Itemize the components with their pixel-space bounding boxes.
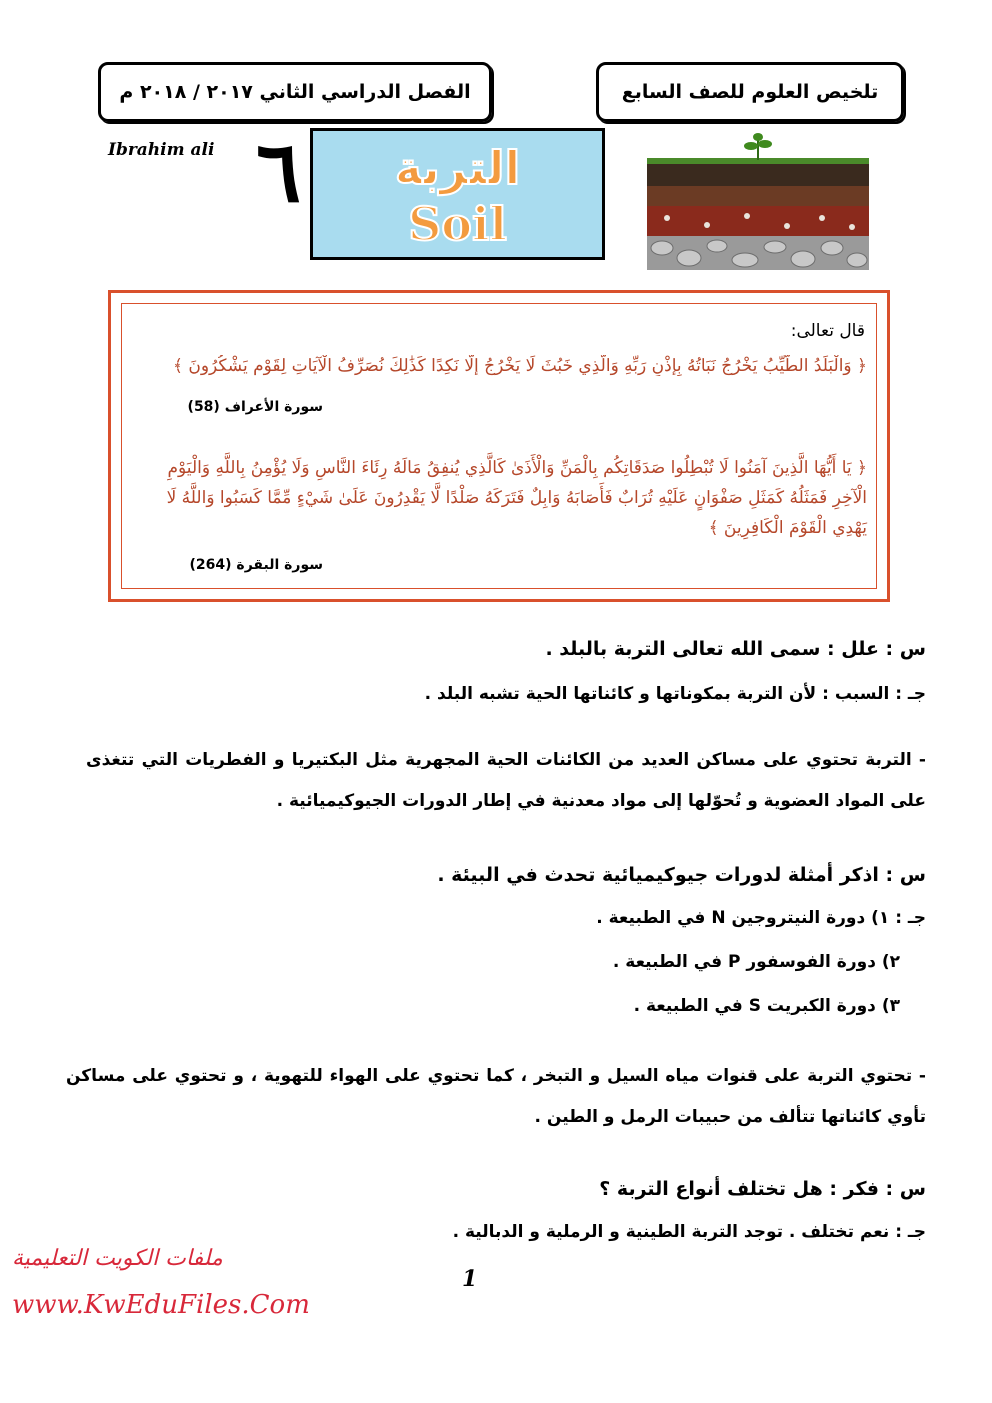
subject-box [596,62,904,122]
author-name: Ibrahim ali [108,140,215,160]
footer-site-url[interactable]: www.KwEduFiles.Com [12,1290,310,1320]
paragraph-soil-channels: - تحتوي التربة على قنوات مياه السيل و التبخر ، كما تحتوي على الهواء للتهوية ، و تحتوي على مساكن تأوي كائناتها تتألف من حبيبات الرمل و الطين . [66,1066,926,1127]
answer-3: جـ : نعم تختلف . توجد التربة الطينية و الرملية و الدبالية . [452,1222,926,1242]
question-3: س : فكر : هل تختلف أنواع التربة ؟ [599,1178,926,1200]
answer-2-item-2: ٢) دورة الفوسفور P في الطبيعة . [612,952,900,972]
soil-layers-image [647,130,869,270]
page-number: 1 [462,1266,478,1292]
question-1: س : علل : سمى الله تعالى التربة بالبلد . [545,638,926,660]
title-arabic: التربة [394,141,521,195]
question-2: س : اذكر أمثلة لدورات جيوكيميائية تحدث في البيئة . [437,864,926,886]
verse-baqara: ﴿ يَا أَيُّهَا الَّذِينَ آمَنُوا لَا تُبْطِلُوا صَدَقَاتِكُم بِالْمَنِّ وَالْأَذَىٰ كَالَّذِي يُنفِقُ مَالَهُ رِئَاءَ النَّاسِ وَلَا يُؤْمِنُ بِاللَّهِ وَالْيَوْمِ الْآخِرِ فَمَثَلُهُ كَمَثَلِ صَفْوَانٍ عَلَيْهِ تُرَابٌ فَأَصَابَهُ وَابِلٌ فَتَرَكَهُ صَلْدًا لَّا يَقْدِرُونَ عَلَىٰ شَيْءٍ مِّمَّا كَسَبُوا وَاللَّهُ لَا يَهْدِي الْقَوْمَ الْكَافِرِينَ ﴾ [166,458,867,538]
sura-araf-label: سورة الأعراف (58) [187,399,323,415]
term-text: الفصل الدراسي الثاني ٢٠١٧ / ٢٠١٨ م [119,81,471,103]
quran-inner-border [121,303,877,589]
answer-1: جـ : السبب : لأن التربة بمكوناتها و كائناتها الحية تشبه البلد . [424,684,926,704]
sura-baqara-label: سورة البقرة (264) [189,557,323,573]
paragraph-microorganisms: - التربة تحتوي على مساكن العديد من الكائنات الحية المجهرية مثل البكتيريا و الفطريات التي تتغذى على المواد العضوية و تُحوّلها إلى مواد معدنية في إطار الدورات الجيوكيميائية . [86,750,926,811]
answer-2-item-3: ٣) دورة الكبريت S في الطبيعة . [633,996,900,1016]
lesson-title-banner [310,128,605,260]
answer-2-item-1: جـ : ١) دورة النيتروجين N في الطبيعة . [596,908,926,928]
quran-intro: قال تعالى: [790,321,865,341]
verse-araf: ﴿ وَالْبَلَدُ الطَّيِّبُ يَخْرُجُ نَبَاتُهُ بِإِذْنِ رَبِّهِ وَالَّذِي خَبُثَ لَا يَخْرُجُ إِلَّا نَكِدًا كَذَٰلِكَ نُصَرِّفُ الْآيَاتِ لِقَوْمٍ يَشْكُرُونَ ﴾ [172,356,867,376]
footer-site-arabic: ملفات الكويت التعليمية [12,1246,223,1271]
lesson-number: ٦ [256,122,302,221]
quran-verses-frame [108,290,890,602]
term-box [98,62,492,122]
subject-text: تلخيص العلوم للصف السابع [621,81,879,103]
title-english: Soil [408,197,507,251]
